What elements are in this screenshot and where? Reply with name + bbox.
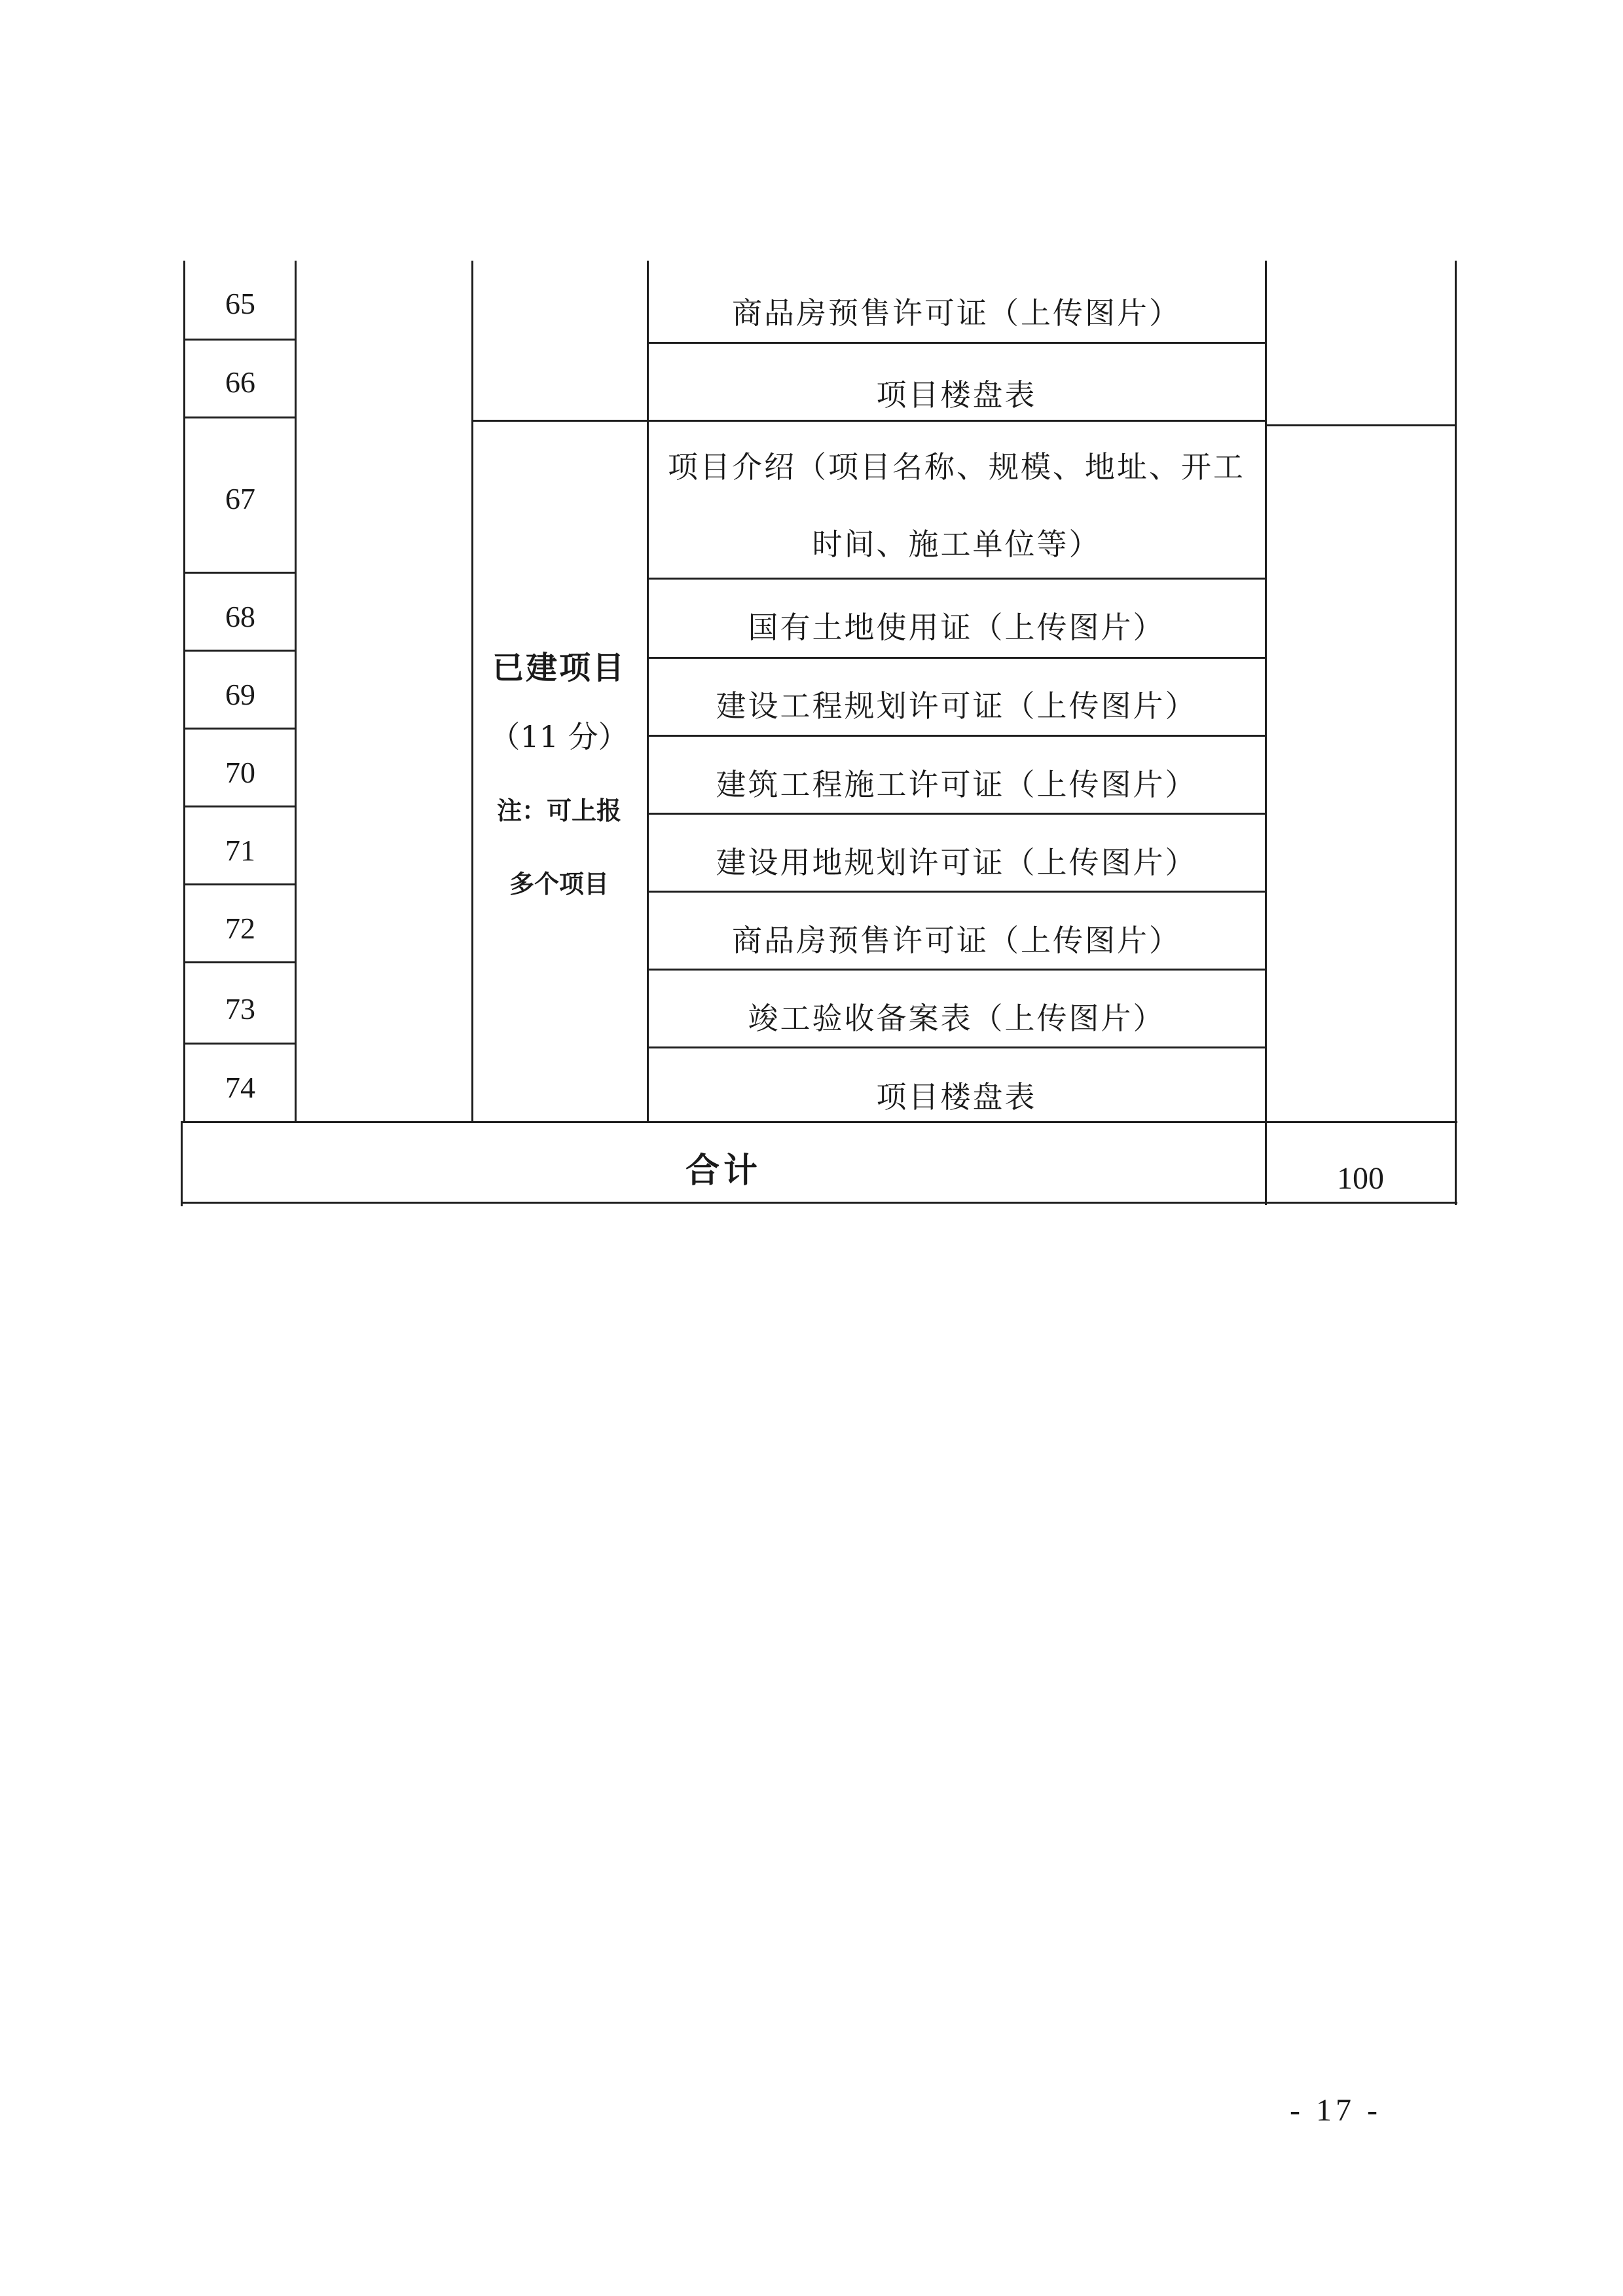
row-number: 69 — [225, 678, 255, 711]
item-description: 国有土地使用证（上传图片） — [748, 610, 1165, 645]
total-label: 合计 — [685, 1151, 761, 1191]
grid-line — [181, 1121, 183, 1206]
page-number: - 17 - — [1290, 2093, 1381, 2128]
item-description: 建筑工程施工许可证（上传图片） — [716, 767, 1197, 802]
grid-line — [183, 572, 297, 574]
category-note: 多个项目 — [509, 870, 609, 898]
item-description: 建设用地规划许可证（上传图片） — [716, 845, 1197, 880]
item-description-line: 项目介绍（项目名称、规模、地址、开工 — [668, 449, 1245, 485]
total-value: 100 — [1337, 1160, 1384, 1196]
grid-line — [183, 339, 297, 341]
grid-line — [183, 883, 297, 885]
grid-line — [183, 728, 297, 730]
category-note: 注：可上报 — [496, 796, 621, 825]
category-score: （11 分） — [490, 719, 629, 754]
item-description: 商品房预售许可证（上传图片） — [732, 923, 1181, 958]
item-description — [648, 434, 1265, 578]
grid-line — [183, 650, 297, 652]
item-description: 项目楼盘表 — [876, 1079, 1037, 1115]
row-number: 72 — [225, 912, 255, 945]
grid-line — [1455, 261, 1457, 1205]
grid-line — [1265, 261, 1267, 1205]
grid-line — [183, 805, 297, 807]
grid-line — [471, 420, 649, 422]
item-description-line: 时间、施工单位等） — [812, 527, 1101, 562]
item-description: 项目楼盘表 — [876, 377, 1037, 413]
item-description: 竣工验收备案表（上传图片） — [748, 1001, 1165, 1036]
row-number: 65 — [225, 287, 255, 320]
grid-line — [183, 961, 297, 963]
row-number: 71 — [225, 834, 255, 867]
row-number: 68 — [225, 599, 255, 633]
row-number: 73 — [225, 991, 255, 1026]
category-title: 已建项目 — [492, 650, 626, 686]
grid-line — [183, 417, 297, 418]
row-number: 70 — [225, 756, 255, 789]
grid-line — [183, 1043, 297, 1045]
category-cell — [471, 635, 647, 922]
row-number: 67 — [225, 482, 255, 515]
item-description: 建设工程规划许可证（上传图片） — [716, 688, 1197, 724]
row-number: 66 — [225, 365, 255, 399]
row-number: 74 — [225, 1070, 255, 1104]
item-description: 商品房预售许可证（上传图片） — [732, 295, 1181, 331]
grid-line — [1265, 424, 1457, 426]
